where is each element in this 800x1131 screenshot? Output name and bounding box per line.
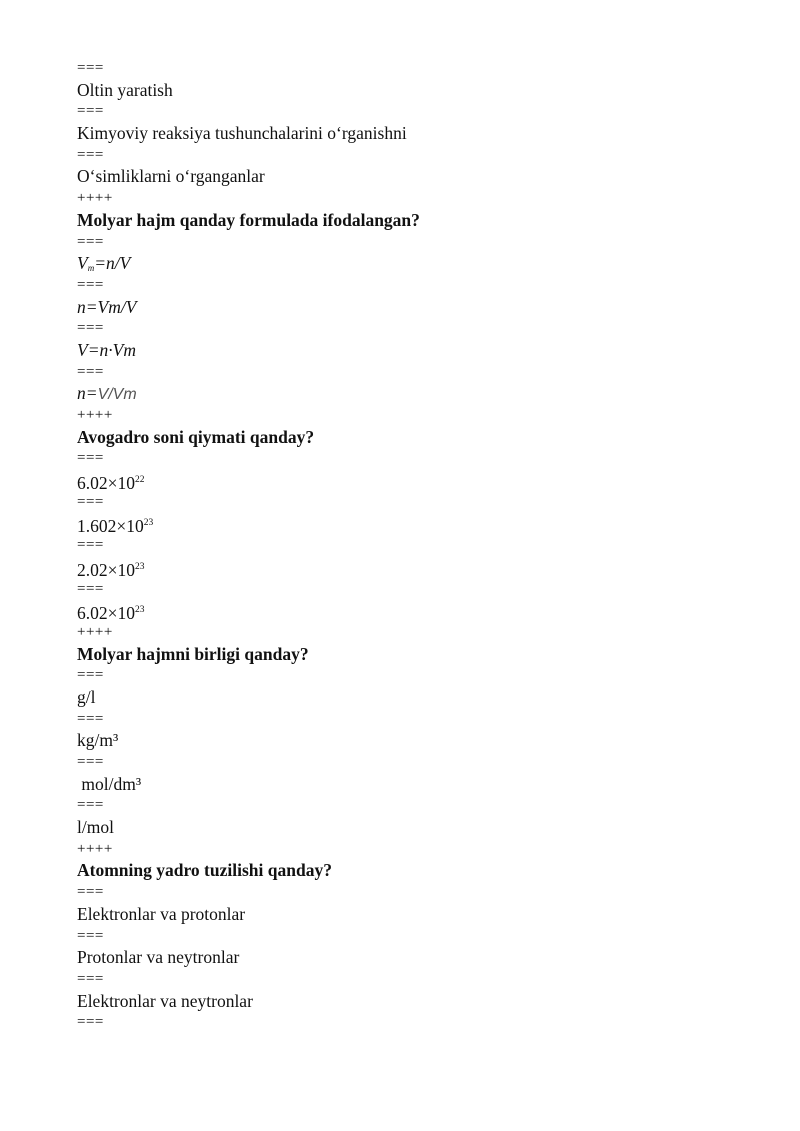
answer-separator: === [77, 450, 104, 467]
answer-option [77, 557, 757, 579]
answer-separator: === [77, 320, 104, 337]
question-separator: ++++ [77, 623, 113, 640]
answer-option [77, 513, 757, 535]
answer-option: V=n·Vm [77, 339, 136, 360]
answer-option: Protonlar va neytronlar [77, 947, 240, 968]
number-exponent: 22 [135, 475, 145, 486]
document-page [77, 58, 757, 1034]
question-text: Molyar hajm qanday formulada ifodalangan? [77, 209, 420, 230]
question-text: Avogadro soni qiymati qanday? [77, 426, 315, 447]
formula-part: n= [77, 383, 98, 404]
question-separator: ++++ [77, 190, 113, 207]
number-exponent: 23 [135, 605, 145, 616]
answer-separator: === [77, 797, 104, 814]
formula-part: =n/V [94, 253, 131, 274]
answer-separator: === [77, 667, 104, 684]
answer-separator: === [77, 754, 104, 770]
answer-option [77, 600, 757, 622]
answer-separator: === [77, 363, 104, 380]
answer-option: n=Vm/V [77, 296, 137, 317]
answer-option: Elektronlar va neytronlar [77, 990, 253, 1011]
formula-part: V/Vm [97, 386, 137, 404]
question-text: Atomning yadro tuzilishi qanday? [77, 860, 332, 881]
number-base: 6.02×10 [77, 603, 135, 622]
question-text: Molyar hajmni birligi qanday? [77, 643, 309, 664]
answer-option: kg/m³ [77, 730, 119, 751]
answer-separator: === [77, 1014, 104, 1031]
question-separator: ++++ [77, 840, 113, 857]
answer-option [77, 253, 757, 275]
answer-option: O‘simliklarni o‘rganganlar [77, 166, 265, 187]
answer-separator: === [77, 233, 104, 250]
answer-option: g/l [77, 686, 96, 707]
number-base: 6.02×10 [77, 473, 135, 492]
formula-part: V [77, 253, 88, 274]
answer-option: l/mol [77, 817, 114, 838]
answer-separator: === [77, 580, 104, 597]
answer-separator: === [77, 276, 104, 293]
answer-option: Oltin yaratish [77, 79, 173, 100]
answer-separator: === [77, 970, 104, 987]
answer-option: Elektronlar va protonlar [77, 903, 246, 924]
number-base: 1.602×10 [77, 516, 144, 536]
answer-option [77, 470, 757, 492]
answer-separator: === [77, 103, 104, 120]
answer-separator: === [77, 493, 104, 510]
answer-separator: === [77, 60, 104, 76]
question-separator: ++++ [77, 407, 113, 423]
answer-option: mol/dm³ [77, 773, 142, 794]
answer-option [77, 383, 757, 405]
number-base: 2.02×10 [77, 559, 135, 579]
number-exponent: 23 [135, 561, 145, 572]
answer-separator: === [77, 927, 104, 944]
formula-subscript: m [87, 263, 95, 274]
answer-separator: === [77, 146, 104, 163]
answer-separator: === [77, 537, 104, 554]
answer-option: Kimyoviy reaksiya tushunchalarini o‘rganishni [77, 123, 407, 144]
number-exponent: 23 [143, 518, 154, 529]
answer-separator: === [77, 710, 104, 727]
answer-separator: === [77, 884, 104, 901]
